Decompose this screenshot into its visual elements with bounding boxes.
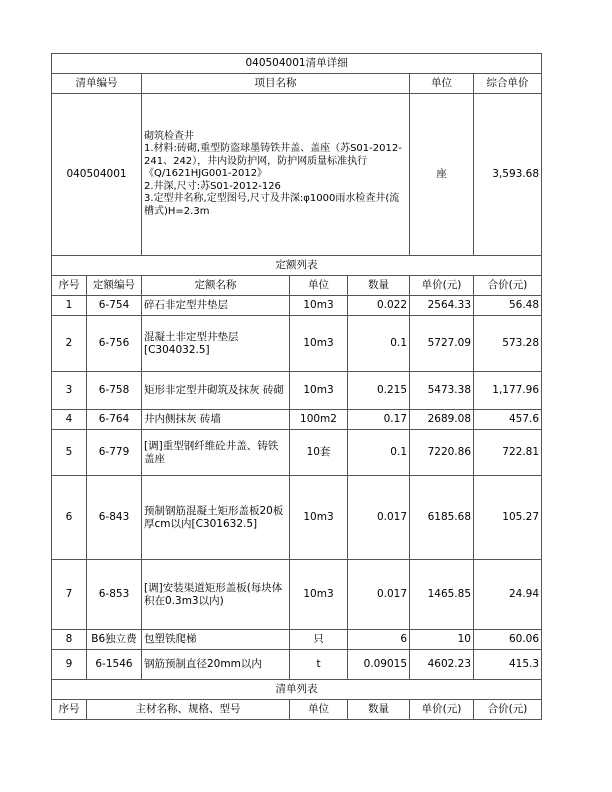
quota-unit: 100m2 xyxy=(290,410,348,430)
quota-price: 2564.33 xyxy=(410,296,474,316)
item-unit: 座 xyxy=(410,94,474,256)
material-header-cell: 合价(元) xyxy=(474,700,542,720)
quota-code: 6-1546 xyxy=(87,650,142,680)
item-price: 3,593.68 xyxy=(474,94,542,256)
quota-name: 钢筋预制直径20mm以内 xyxy=(142,650,290,680)
item-code: 040504001 xyxy=(52,94,142,256)
quota-no: 4 xyxy=(52,410,87,430)
quota-no: 5 xyxy=(52,430,87,476)
quota-name: 预制钢筋混凝土矩形盖板20板厚cm以内[C301632.5] xyxy=(142,476,290,560)
quota-code: 6-758 xyxy=(87,372,142,410)
material-header-cell: 主材名称、规格、型号 xyxy=(87,700,290,720)
quota-no: 7 xyxy=(52,560,87,630)
quota-qty: 0.017 xyxy=(348,476,410,560)
quota-unit: 10m3 xyxy=(290,372,348,410)
quota-unit: 10套 xyxy=(290,430,348,476)
material-header-cell: 单价(元) xyxy=(410,700,474,720)
quota-total: 415.3 xyxy=(474,650,542,680)
header-code: 清单编号 xyxy=(52,74,142,94)
quota-header-cell: 数量 xyxy=(348,276,410,296)
quota-row xyxy=(52,410,542,430)
quota-price: 7220.86 xyxy=(410,430,474,476)
quota-header-cell: 定额名称 xyxy=(142,276,290,296)
quota-unit: 10m3 xyxy=(290,560,348,630)
quota-total: 722.81 xyxy=(474,430,542,476)
quota-price: 5727.09 xyxy=(410,316,474,372)
quota-no: 9 xyxy=(52,650,87,680)
quota-no: 2 xyxy=(52,316,87,372)
quota-price: 2689.08 xyxy=(410,410,474,430)
quota-no: 8 xyxy=(52,630,87,650)
quota-total: 56.48 xyxy=(474,296,542,316)
quota-total: 60.06 xyxy=(474,630,542,650)
item-name-line: 1.材料:砖砌,重型防盗球墨铸铁井盖、盖座（苏S01-2012-241、242），井内设防护网，防护网质量标准执行《Q/1621HJG001-2012》 xyxy=(144,143,402,180)
quota-name: [调]重型钢纤维砼井盖、铸铁盖座 xyxy=(142,430,290,476)
item-name-line: 砌筑检查井 xyxy=(144,130,194,142)
material-header-row xyxy=(52,700,542,720)
quota-total: 105.27 xyxy=(474,476,542,560)
quota-name: 碎石非定型井垫层 xyxy=(142,296,290,316)
quota-header-row xyxy=(52,276,542,296)
quota-total: 573.28 xyxy=(474,316,542,372)
quota-code: 6-756 xyxy=(87,316,142,372)
quota-qty: 0.022 xyxy=(348,296,410,316)
quota-row xyxy=(52,316,542,372)
quota-price: 10 xyxy=(410,630,474,650)
quota-price: 6185.68 xyxy=(410,476,474,560)
quota-code: 6-779 xyxy=(87,430,142,476)
item-name xyxy=(142,94,410,256)
quota-qty: 0.09015 xyxy=(348,650,410,680)
quota-unit: 只 xyxy=(290,630,348,650)
bill-detail-table xyxy=(51,53,542,720)
quota-row xyxy=(52,372,542,410)
quota-row xyxy=(52,560,542,630)
quota-name: 矩形非定型井砌筑及抹灰 砖砌 xyxy=(142,372,290,410)
quota-qty: 0.17 xyxy=(348,410,410,430)
quota-row xyxy=(52,296,542,316)
material-header-cell: 序号 xyxy=(52,700,87,720)
quota-name: 包塑铁爬梯 xyxy=(142,630,290,650)
table-title: 040504001清单详细 xyxy=(52,54,542,74)
quota-unit: 10m3 xyxy=(290,316,348,372)
item-name-line: 3.定型井名称,定型图号,尺寸及井深:φ1000雨水检查井(流槽式)H=2.3m xyxy=(144,193,400,217)
quota-unit: 10m3 xyxy=(290,476,348,560)
quota-code: 6-754 xyxy=(87,296,142,316)
quota-qty: 0.215 xyxy=(348,372,410,410)
quota-row xyxy=(52,430,542,476)
quota-no: 3 xyxy=(52,372,87,410)
item-name-line: 2.井深,尺寸:苏S01-2012-126 xyxy=(144,180,281,192)
quota-qty: 6 xyxy=(348,630,410,650)
quota-header-cell: 序号 xyxy=(52,276,87,296)
quota-price: 1465.85 xyxy=(410,560,474,630)
quota-row xyxy=(52,476,542,560)
material-header-cell: 单位 xyxy=(290,700,348,720)
quota-row xyxy=(52,630,542,650)
quota-qty: 0.1 xyxy=(348,316,410,372)
quota-unit: t xyxy=(290,650,348,680)
quota-unit: 10m3 xyxy=(290,296,348,316)
quota-no: 1 xyxy=(52,296,87,316)
quota-total: 1,177.96 xyxy=(474,372,542,410)
header-unit: 单位 xyxy=(410,74,474,94)
quota-total: 24.94 xyxy=(474,560,542,630)
quota-header-cell: 合价(元) xyxy=(474,276,542,296)
quota-code: B6独立费 xyxy=(87,630,142,650)
quota-header-cell: 单位 xyxy=(290,276,348,296)
quota-code: 6-843 xyxy=(87,476,142,560)
material-header-cell: 数量 xyxy=(348,700,410,720)
quota-no: 6 xyxy=(52,476,87,560)
quota-row xyxy=(52,650,542,680)
quota-price: 5473.38 xyxy=(410,372,474,410)
material-section-title: 清单列表 xyxy=(52,680,542,700)
quota-header-cell: 单价(元) xyxy=(410,276,474,296)
quota-price: 4602.23 xyxy=(410,650,474,680)
quota-name: [调]安装渠道矩形盖板(每块体积在0.3m3以内) xyxy=(142,560,290,630)
quota-qty: 0.1 xyxy=(348,430,410,476)
quota-qty: 0.017 xyxy=(348,560,410,630)
header-price: 综合单价 xyxy=(474,74,542,94)
quota-name: 井内侧抹灰 砖墙 xyxy=(142,410,290,430)
header-name: 项目名称 xyxy=(142,74,410,94)
quota-code: 6-853 xyxy=(87,560,142,630)
quota-total: 457.6 xyxy=(474,410,542,430)
quota-header-cell: 定额编号 xyxy=(87,276,142,296)
quota-section-title: 定额列表 xyxy=(52,256,542,276)
quota-name: 混凝土非定型井垫层 [C304032.5] xyxy=(142,316,290,372)
quota-code: 6-764 xyxy=(87,410,142,430)
